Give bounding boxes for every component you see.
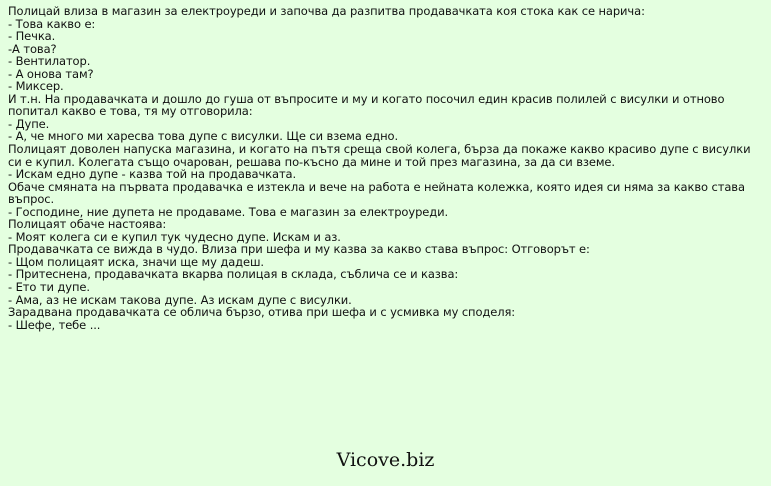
joke-line: - А, че много ми харесва това дупе с висулки. Ще си взема едно. <box>8 129 399 144</box>
joke-line: Зарадвана продавачката се облича бързо, отива при шефа и с усмивка му споделя: <box>8 305 516 320</box>
joke-line: - Миксер. <box>8 79 64 94</box>
joke-line: И т.н. На продавачката и дошло до гуша от въпросите и му и когато посочил един красив полилей с висулки и отново попитал какво е това, тя му отговорила: <box>8 91 725 119</box>
joke-line: Полицаят обаче настоява: <box>8 217 167 232</box>
joke-line: - Притеснена, продавачката вкарва полицая в склада, съблича се и казва: <box>8 267 459 282</box>
joke-line: - Ама, аз не искам такова дупе. Аз искам дупе с висулки. <box>8 292 352 307</box>
joke-line: - Вентилатор. <box>8 54 91 69</box>
joke-text <box>8 5 763 331</box>
joke-line: - Шефе, тебе ... <box>8 317 101 332</box>
joke-line: -А това? <box>8 41 57 56</box>
joke-line: Продавачката се вижда в чудо. Влиза при шефа и му казва за какво става въпрос: Отговорът е: <box>8 242 590 257</box>
joke-line: - Щом полицаят иска, значи ще му дадеш. <box>8 254 264 269</box>
joke-line: Полицаят доволен напуска магазина, и когато на пътя среща свой колега, бърза да покаже какво красиво дупе с висулки си е купил. Колегата също очарован, решава по-късно да мине и той през магазина, за да си вземе. <box>8 142 751 169</box>
joke-line: Полицай влиза в магазин за електроуреди и започва да разпитва продавачката коя стока как се нарича: <box>8 4 645 18</box>
joke-line: - Печка. <box>8 29 56 44</box>
joke-line: - Ето ти дупе. <box>8 280 90 295</box>
site-watermark: Vicove.biz <box>336 449 435 471</box>
joke-line: - Господине, ние дупета не продаваме. Това е магазин за електроуреди. <box>8 204 449 219</box>
joke-line: - Моят колега си е купил тук чудесно дупе. Искам и аз. <box>8 229 341 244</box>
joke-line: Обаче смяната на първата продавачка е изтекла и вече на работа е нейната колежка, която идея си няма за какво става въпрос. <box>8 179 745 207</box>
joke-line: - Дупе. <box>8 116 50 131</box>
joke-line: - А онова там? <box>8 66 94 81</box>
joke-line: - Това какво е: <box>8 16 96 31</box>
joke-line: - Искам едно дупе - казва той на продавачката. <box>8 167 297 182</box>
